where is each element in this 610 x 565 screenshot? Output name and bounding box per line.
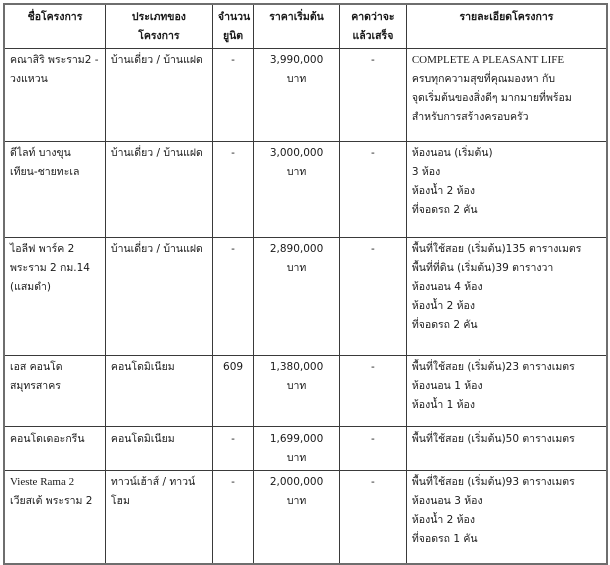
completion-cell: - <box>339 238 406 356</box>
details-cell: พื้นที่ใช้สอย (เริ่มต้น)93 ตารางเมตร ห้องนอน 3 ห้อง ห้องน้ำ 2 ห้อง ที่จอดรถ 1 คัน <box>406 471 607 564</box>
project-name-cell: เอส คอนโด สมุทรสาคร <box>4 356 105 427</box>
units-cell: - <box>212 427 253 471</box>
completion-cell: - <box>339 142 406 238</box>
project-type-cell: บ้านเดี่ยว / บ้านแฝด <box>105 238 212 356</box>
price-cell: 1,380,000 บาท <box>254 356 340 427</box>
project-type-cell: คอนโดมิเนียม <box>105 427 212 471</box>
header-project-type: ประเภทของ โครงการ <box>105 4 212 49</box>
table-row <box>4 471 607 564</box>
completion-cell: - <box>339 471 406 564</box>
header-starting-price: ราคาเริ่มต้น <box>254 4 340 49</box>
price-cell: 1,699,000 บาท <box>254 427 340 471</box>
project-type-cell: คอนโดมิเนียม <box>105 356 212 427</box>
project-name-cell: Vieste Rama 2 เวียสเต้ พระราม 2 <box>4 471 105 564</box>
projects-table <box>3 3 608 565</box>
header-expected-completion: คาดว่าจะ แล้วเสร็จ <box>339 4 406 49</box>
price-cell: 2,000,000 บาท <box>254 471 340 564</box>
units-cell: - <box>212 49 253 142</box>
table-header-row <box>4 4 607 49</box>
details-cell: พื้นที่ใช้สอย (เริ่มต้น)50 ตารางเมตร <box>406 427 607 471</box>
table-row <box>4 142 607 238</box>
details-cell: ห้องนอน (เริ่มต้น) 3 ห้อง ห้องน้ำ 2 ห้อง ที่จอดรถ 2 คัน <box>406 142 607 238</box>
units-cell: - <box>212 471 253 564</box>
table-row <box>4 356 607 427</box>
table-row <box>4 427 607 471</box>
completion-cell: - <box>339 356 406 427</box>
header-project-name: ชื่อโครงการ <box>4 4 105 49</box>
units-cell: 609 <box>212 356 253 427</box>
project-name-cell: ดีไลท์ บางขุน เทียน-ชายทะเล <box>4 142 105 238</box>
header-units: จำนวน ยูนิต <box>212 4 253 49</box>
units-cell: - <box>212 142 253 238</box>
price-cell: 3,990,000 บาท <box>254 49 340 142</box>
price-cell: 3,000,000 บาท <box>254 142 340 238</box>
details-cell: พื้นที่ใช้สอย (เริ่มต้น)135 ตารางเมตร พื้นที่ที่ดิน (เริ่มต้น)39 ตารางวา ห้องนอน 4 ห้อง ห้องน้ำ 2 ห้อง ที่จอดรถ 2 คัน <box>406 238 607 356</box>
project-name-cell: คอนโดเดอะกรีน <box>4 427 105 471</box>
project-type-cell: บ้านเดี่ยว / บ้านแฝด <box>105 142 212 238</box>
project-type-cell: ทาวน์เฮ้าส์ / ทาวน์ โฮม <box>105 471 212 564</box>
price-cell: 2,890,000 บาท <box>254 238 340 356</box>
details-cell: COMPLETE A PLEASANT LIFE ครบทุกความสุขที่คุณมองหา กับ จุดเริ่มต้นของสิ่งดีๆ มากมายที่พร้อม สำหรับการสร้างครอบครัว <box>406 49 607 142</box>
completion-cell: - <box>339 427 406 471</box>
details-cell: พื้นที่ใช้สอย (เริ่มต้น)23 ตารางเมตร ห้องนอน 1 ห้อง ห้องน้ำ 1 ห้อง <box>406 356 607 427</box>
table-row <box>4 238 607 356</box>
project-name-cell: คณาสิริ พระราม2 - วงแหวน <box>4 49 105 142</box>
units-cell: - <box>212 238 253 356</box>
completion-cell: - <box>339 49 406 142</box>
project-type-cell: บ้านเดี่ยว / บ้านแฝด <box>105 49 212 142</box>
table-row <box>4 49 607 142</box>
project-name-cell: ไอลีฟ พาร์ค 2 พระราม 2 กม.14 (แสมดำ) <box>4 238 105 356</box>
header-project-details: รายละเอียดโครงการ <box>406 4 607 49</box>
